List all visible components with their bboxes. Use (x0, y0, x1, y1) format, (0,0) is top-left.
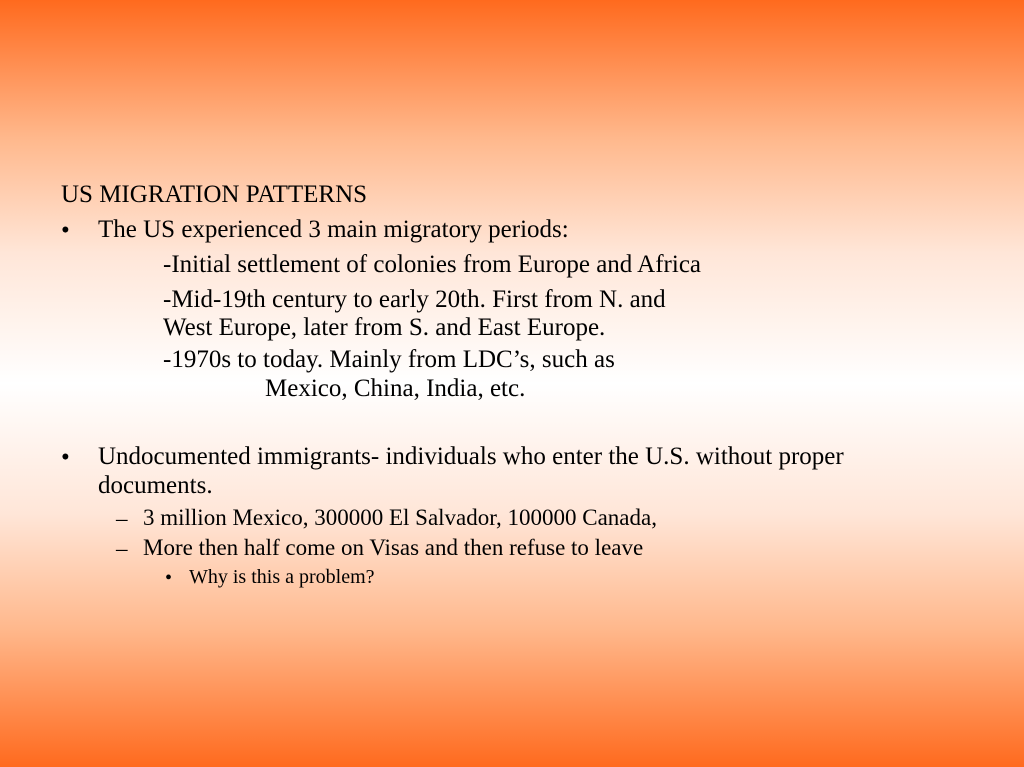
question-marker: • (165, 567, 173, 589)
period-mid-19th-line-2: West Europe, later from S. and East Europe. (163, 314, 606, 341)
bullet-point-2-marker: • (61, 444, 70, 471)
slide-title: US MIGRATION PATTERNS (61, 181, 368, 208)
period-1970s-line-2: Mexico, China, India, etc. (265, 375, 526, 402)
bullet-point-2-text-line-1: Undocumented immigrants- individuals who enter the U.S. without proper (98, 443, 844, 470)
subpoint-1-marker: – (116, 506, 128, 531)
bullet-point-2-text-line-2: documents. (98, 472, 213, 499)
subpoint-2-marker: – (116, 536, 128, 561)
period-1970s-line-1: -1970s to today. Mainly from LDC’s, such as (163, 346, 615, 373)
period-initial-settlement: -Initial settlement of colonies from Europe and Africa (163, 251, 702, 278)
bullet-point-1-text: The US experienced 3 main migratory periods: (98, 216, 569, 243)
period-mid-19th-line-1: -Mid-19th century to early 20th. First from N. and (163, 286, 666, 313)
bullet-point-1-marker: • (61, 217, 70, 244)
subpoint-visas: More then half come on Visas and then refuse to leave (143, 535, 644, 560)
question-text: Why is this a problem? (189, 566, 375, 588)
subpoint-statistics: 3 million Mexico, 300000 El Salvador, 100000 Canada, (143, 505, 657, 530)
